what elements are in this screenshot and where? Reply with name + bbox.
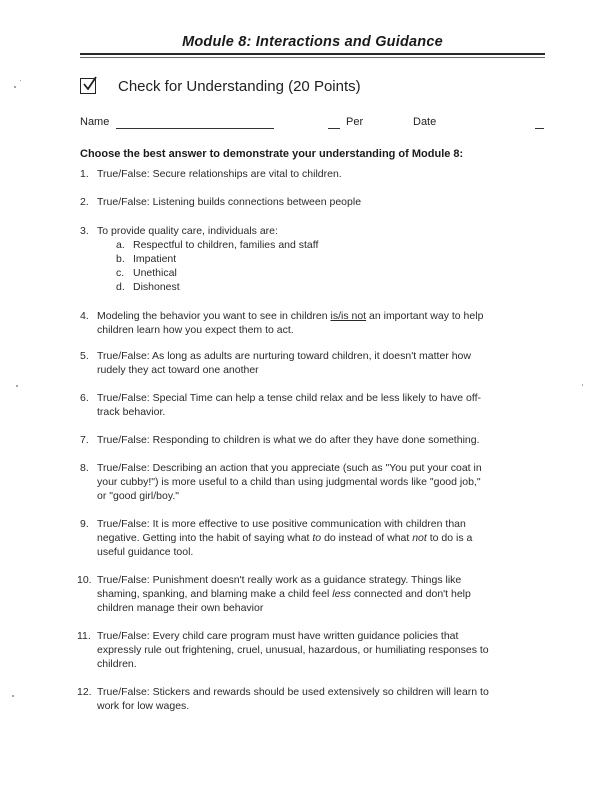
question-3: 3. To provide quality care, individuals are: a. Respectful to children, families and staff b. Impatient c. Unethical d. Dishonest (80, 224, 550, 294)
question-3-options (116, 238, 550, 294)
question-7: 7. True/False: Responding to children is what we do after they have done something. (80, 434, 480, 446)
checkbox-checked-icon (80, 78, 96, 94)
scan-speck (12, 695, 14, 697)
question-8: 8. True/False: Describing an action that you appreciate (such as "You put your coat in your cubby!") is more useful to a child than using judgmental words like "good job," or "good girl/boy." (80, 462, 482, 502)
question-2: 2. True/False: Listening builds connections between people (80, 196, 362, 208)
per-label: Per (346, 116, 364, 128)
is-is-not-choice[interactable]: is/is not (330, 310, 367, 322)
header-rule-thin (80, 57, 545, 58)
scan-speck (14, 86, 16, 88)
instructions: Choose the best answer to demonstrate your understanding of Module 8: (80, 148, 464, 160)
name-per-date-row (80, 116, 550, 130)
question-9: 9. True/False: It is more effective to use positive communication with children than negative. Getting into the habit of saying what to do instead of what not to do is a useful guidance tool. (80, 518, 473, 558)
question-1: 1. True/False: Secure relationships are vital to children. (80, 168, 342, 180)
scan-speck (16, 385, 18, 387)
question-12: 12. True/False: Stickers and rewards should be used extensively so children will learn to work for low wages. (77, 686, 489, 712)
name-field[interactable] (116, 128, 274, 129)
check-title: Check for Understanding (20 Points) (118, 77, 361, 95)
header-rule-thick (80, 53, 545, 55)
question-5: 5. True/False: As long as adults are nurturing toward children, it doesn't matter how rudely they act toward one another (80, 350, 471, 376)
scan-speck (582, 384, 583, 386)
name-label: Name (80, 116, 110, 128)
date-label: Date (413, 116, 437, 128)
option-d[interactable]: d. Dishonest (116, 281, 180, 293)
module-title: Module 8: Interactions and Guidance (182, 34, 443, 50)
question-11: 11. True/False: Every child care program must have written guidance policies that expressly rule out frightening, cruel, unusual, hazardous, or humiliating responses to children. (77, 630, 489, 670)
question-4: 4. Modeling the behavior you want to see in children is/is not an important way to help children learn how you expect them to act. (80, 310, 484, 336)
date-field[interactable] (535, 128, 544, 129)
question-10: 10. True/False: Punishment doesn't really work as a guidance strategy. Things like shaming, spanking, and blaming make a child feel less connected and don't help children manage their own behavior (77, 574, 471, 614)
per-field[interactable] (328, 128, 340, 129)
check-for-understanding-row (80, 76, 361, 96)
option-c[interactable]: c. Unethical (116, 267, 177, 279)
question-6: 6. True/False: Special Time can help a tense child relax and be less likely to have off- track behavior. (80, 392, 482, 418)
option-a[interactable]: a. Respectful to children, families and staff (116, 239, 319, 251)
scan-speck (20, 80, 21, 81)
option-b[interactable]: b. Impatient (116, 253, 177, 265)
